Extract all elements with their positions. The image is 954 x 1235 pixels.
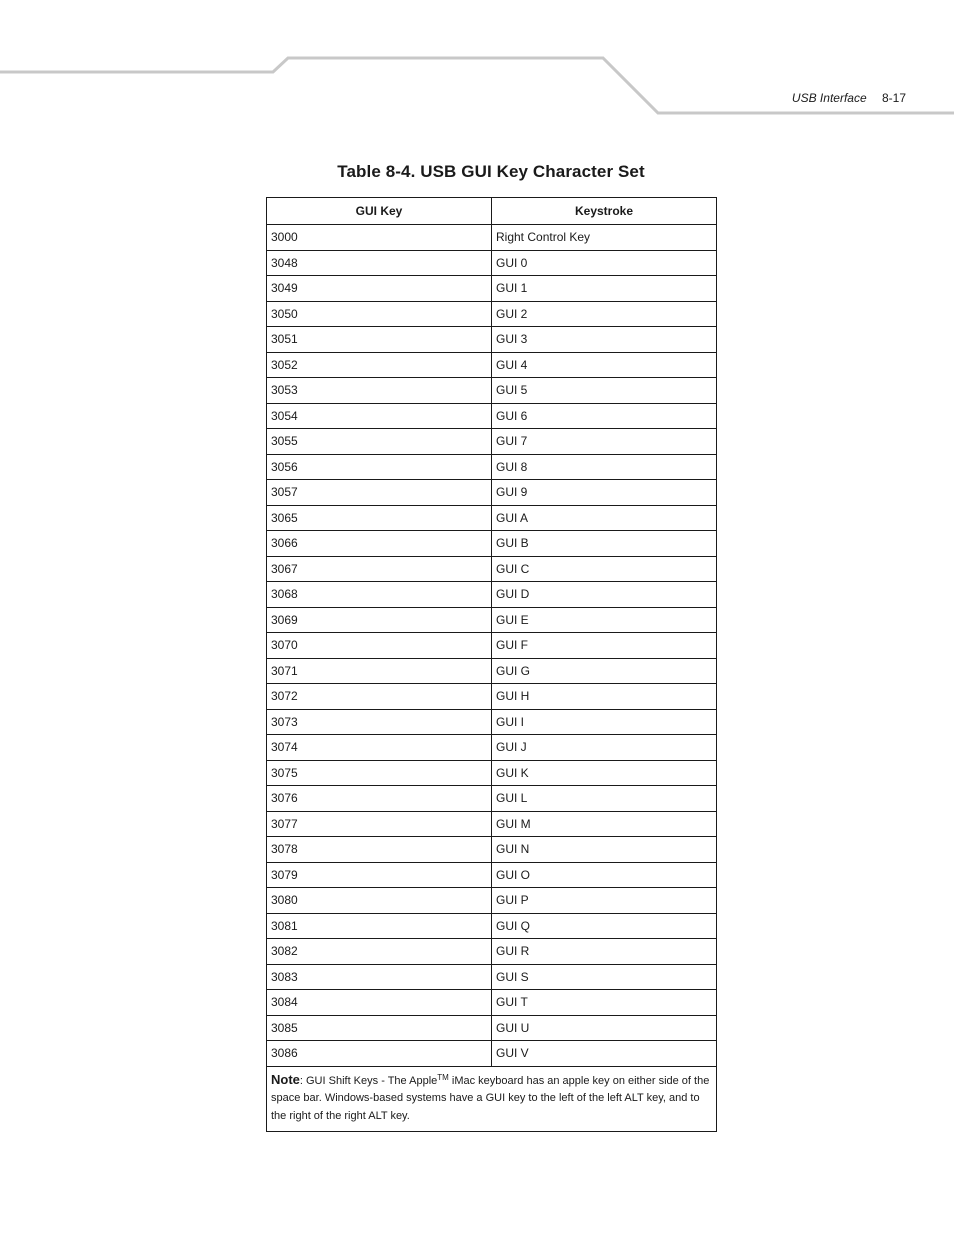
keystroke-cell: GUI 9 <box>492 480 717 506</box>
note-text-after: iMac keyboard has an apple key on either side of the space bar. Windows-based systems have a GUI key to the left of the left ALT key, and to the right of the right ALT key. <box>271 1074 710 1122</box>
gui-key-cell: 3079 <box>267 862 492 888</box>
keystroke-cell: GUI E <box>492 607 717 633</box>
table-row <box>267 786 717 812</box>
gui-key-cell: 3081 <box>267 913 492 939</box>
table-row <box>267 990 717 1016</box>
gui-key-cell: 3049 <box>267 276 492 302</box>
keystroke-cell: GUI T <box>492 990 717 1016</box>
table-row <box>267 913 717 939</box>
table-row <box>267 378 717 404</box>
gui-key-cell: 3000 <box>267 225 492 251</box>
gui-key-cell: 3082 <box>267 939 492 965</box>
table-row <box>267 837 717 863</box>
keystroke-cell: GUI H <box>492 684 717 710</box>
keystroke-cell: GUI 5 <box>492 378 717 404</box>
table-row <box>267 480 717 506</box>
keystroke-cell: Right Control Key <box>492 225 717 251</box>
table-row <box>267 250 717 276</box>
keystroke-cell: GUI F <box>492 633 717 659</box>
table-row <box>267 607 717 633</box>
table-row <box>267 454 717 480</box>
table-row <box>267 276 717 302</box>
gui-key-cell: 3069 <box>267 607 492 633</box>
gui-key-cell: 3056 <box>267 454 492 480</box>
keystroke-cell: GUI A <box>492 505 717 531</box>
table-row <box>267 939 717 965</box>
table-row <box>267 760 717 786</box>
table-row <box>267 403 717 429</box>
trademark-symbol: TM <box>437 1072 449 1082</box>
table-row <box>267 531 717 557</box>
gui-key-cell: 3066 <box>267 531 492 557</box>
gui-key-cell: 3085 <box>267 1015 492 1041</box>
gui-key-cell: 3068 <box>267 582 492 608</box>
keystroke-cell: GUI S <box>492 964 717 990</box>
gui-key-cell: 3075 <box>267 760 492 786</box>
keystroke-cell: GUI D <box>492 582 717 608</box>
note-text-before: : GUI Shift Keys - The Apple <box>299 1074 438 1087</box>
note-label: Note <box>271 1071 300 1087</box>
table-row <box>267 301 717 327</box>
keystroke-cell: GUI B <box>492 531 717 557</box>
running-head-section: USB Interface <box>791 91 867 105</box>
table-row <box>267 505 717 531</box>
keystroke-cell: GUI O <box>492 862 717 888</box>
gui-key-cell: 3077 <box>267 811 492 837</box>
gui-key-cell: 3055 <box>267 429 492 455</box>
keystroke-cell: GUI M <box>492 811 717 837</box>
table-header-row <box>267 198 717 225</box>
table-row <box>267 327 717 353</box>
gui-key-cell: 3067 <box>267 556 492 582</box>
keystroke-cell: GUI L <box>492 786 717 812</box>
keystroke-cell: GUI 4 <box>492 352 717 378</box>
column-header-gui-key: GUI Key <box>267 198 492 225</box>
keystroke-cell: GUI G <box>492 658 717 684</box>
table-row <box>267 684 717 710</box>
table-row <box>267 1015 717 1041</box>
table-row <box>267 888 717 914</box>
note-row <box>267 1066 717 1132</box>
gui-key-table <box>266 197 717 1132</box>
gui-key-cell: 3065 <box>267 505 492 531</box>
gui-key-cell: 3053 <box>267 378 492 404</box>
table-row <box>267 582 717 608</box>
keystroke-cell: GUI N <box>492 837 717 863</box>
gui-key-cell: 3051 <box>267 327 492 353</box>
keystroke-cell: GUI I <box>492 709 717 735</box>
table-row <box>267 811 717 837</box>
table-row <box>267 429 717 455</box>
gui-key-cell: 3080 <box>267 888 492 914</box>
keystroke-cell: GUI 1 <box>492 276 717 302</box>
table-row <box>267 352 717 378</box>
keystroke-cell: GUI 2 <box>492 301 717 327</box>
gui-key-cell: 3083 <box>267 964 492 990</box>
gui-key-cell: 3057 <box>267 480 492 506</box>
table-row <box>267 709 717 735</box>
table-title: Table 8-4. USB GUI Key Character Set <box>337 162 645 181</box>
table-row <box>267 735 717 761</box>
gui-key-cell: 3086 <box>267 1041 492 1067</box>
gui-key-cell: 3050 <box>267 301 492 327</box>
keystroke-cell: GUI 8 <box>492 454 717 480</box>
gui-key-cell: 3084 <box>267 990 492 1016</box>
keystroke-cell: GUI R <box>492 939 717 965</box>
keystroke-cell: GUI 0 <box>492 250 717 276</box>
keystroke-cell: GUI P <box>492 888 717 914</box>
table-note <box>267 1066 717 1132</box>
table-row <box>267 658 717 684</box>
keystroke-cell: GUI C <box>492 556 717 582</box>
gui-key-cell: 3052 <box>267 352 492 378</box>
keystroke-cell: GUI J <box>492 735 717 761</box>
keystroke-cell: GUI 3 <box>492 327 717 353</box>
page-number: 8-17 <box>881 91 906 105</box>
gui-key-cell: 3074 <box>267 735 492 761</box>
table-row <box>267 556 717 582</box>
table-row <box>267 862 717 888</box>
gui-key-cell: 3048 <box>267 250 492 276</box>
gui-key-cell: 3073 <box>267 709 492 735</box>
table-row <box>267 1041 717 1067</box>
gui-key-cell: 3072 <box>267 684 492 710</box>
table-row <box>267 964 717 990</box>
keystroke-cell: GUI Q <box>492 913 717 939</box>
gui-key-cell: 3054 <box>267 403 492 429</box>
gui-key-cell: 3078 <box>267 837 492 863</box>
table-row <box>267 633 717 659</box>
gui-key-cell: 3070 <box>267 633 492 659</box>
column-header-keystroke: Keystroke <box>492 198 717 225</box>
keystroke-cell: GUI 6 <box>492 403 717 429</box>
keystroke-cell: GUI U <box>492 1015 717 1041</box>
table-row <box>267 225 717 251</box>
table-body <box>267 225 717 1067</box>
keystroke-cell: GUI K <box>492 760 717 786</box>
gui-key-cell: 3071 <box>267 658 492 684</box>
gui-key-cell: 3076 <box>267 786 492 812</box>
keystroke-cell: GUI 7 <box>492 429 717 455</box>
keystroke-cell: GUI V <box>492 1041 717 1067</box>
running-head <box>792 91 906 105</box>
